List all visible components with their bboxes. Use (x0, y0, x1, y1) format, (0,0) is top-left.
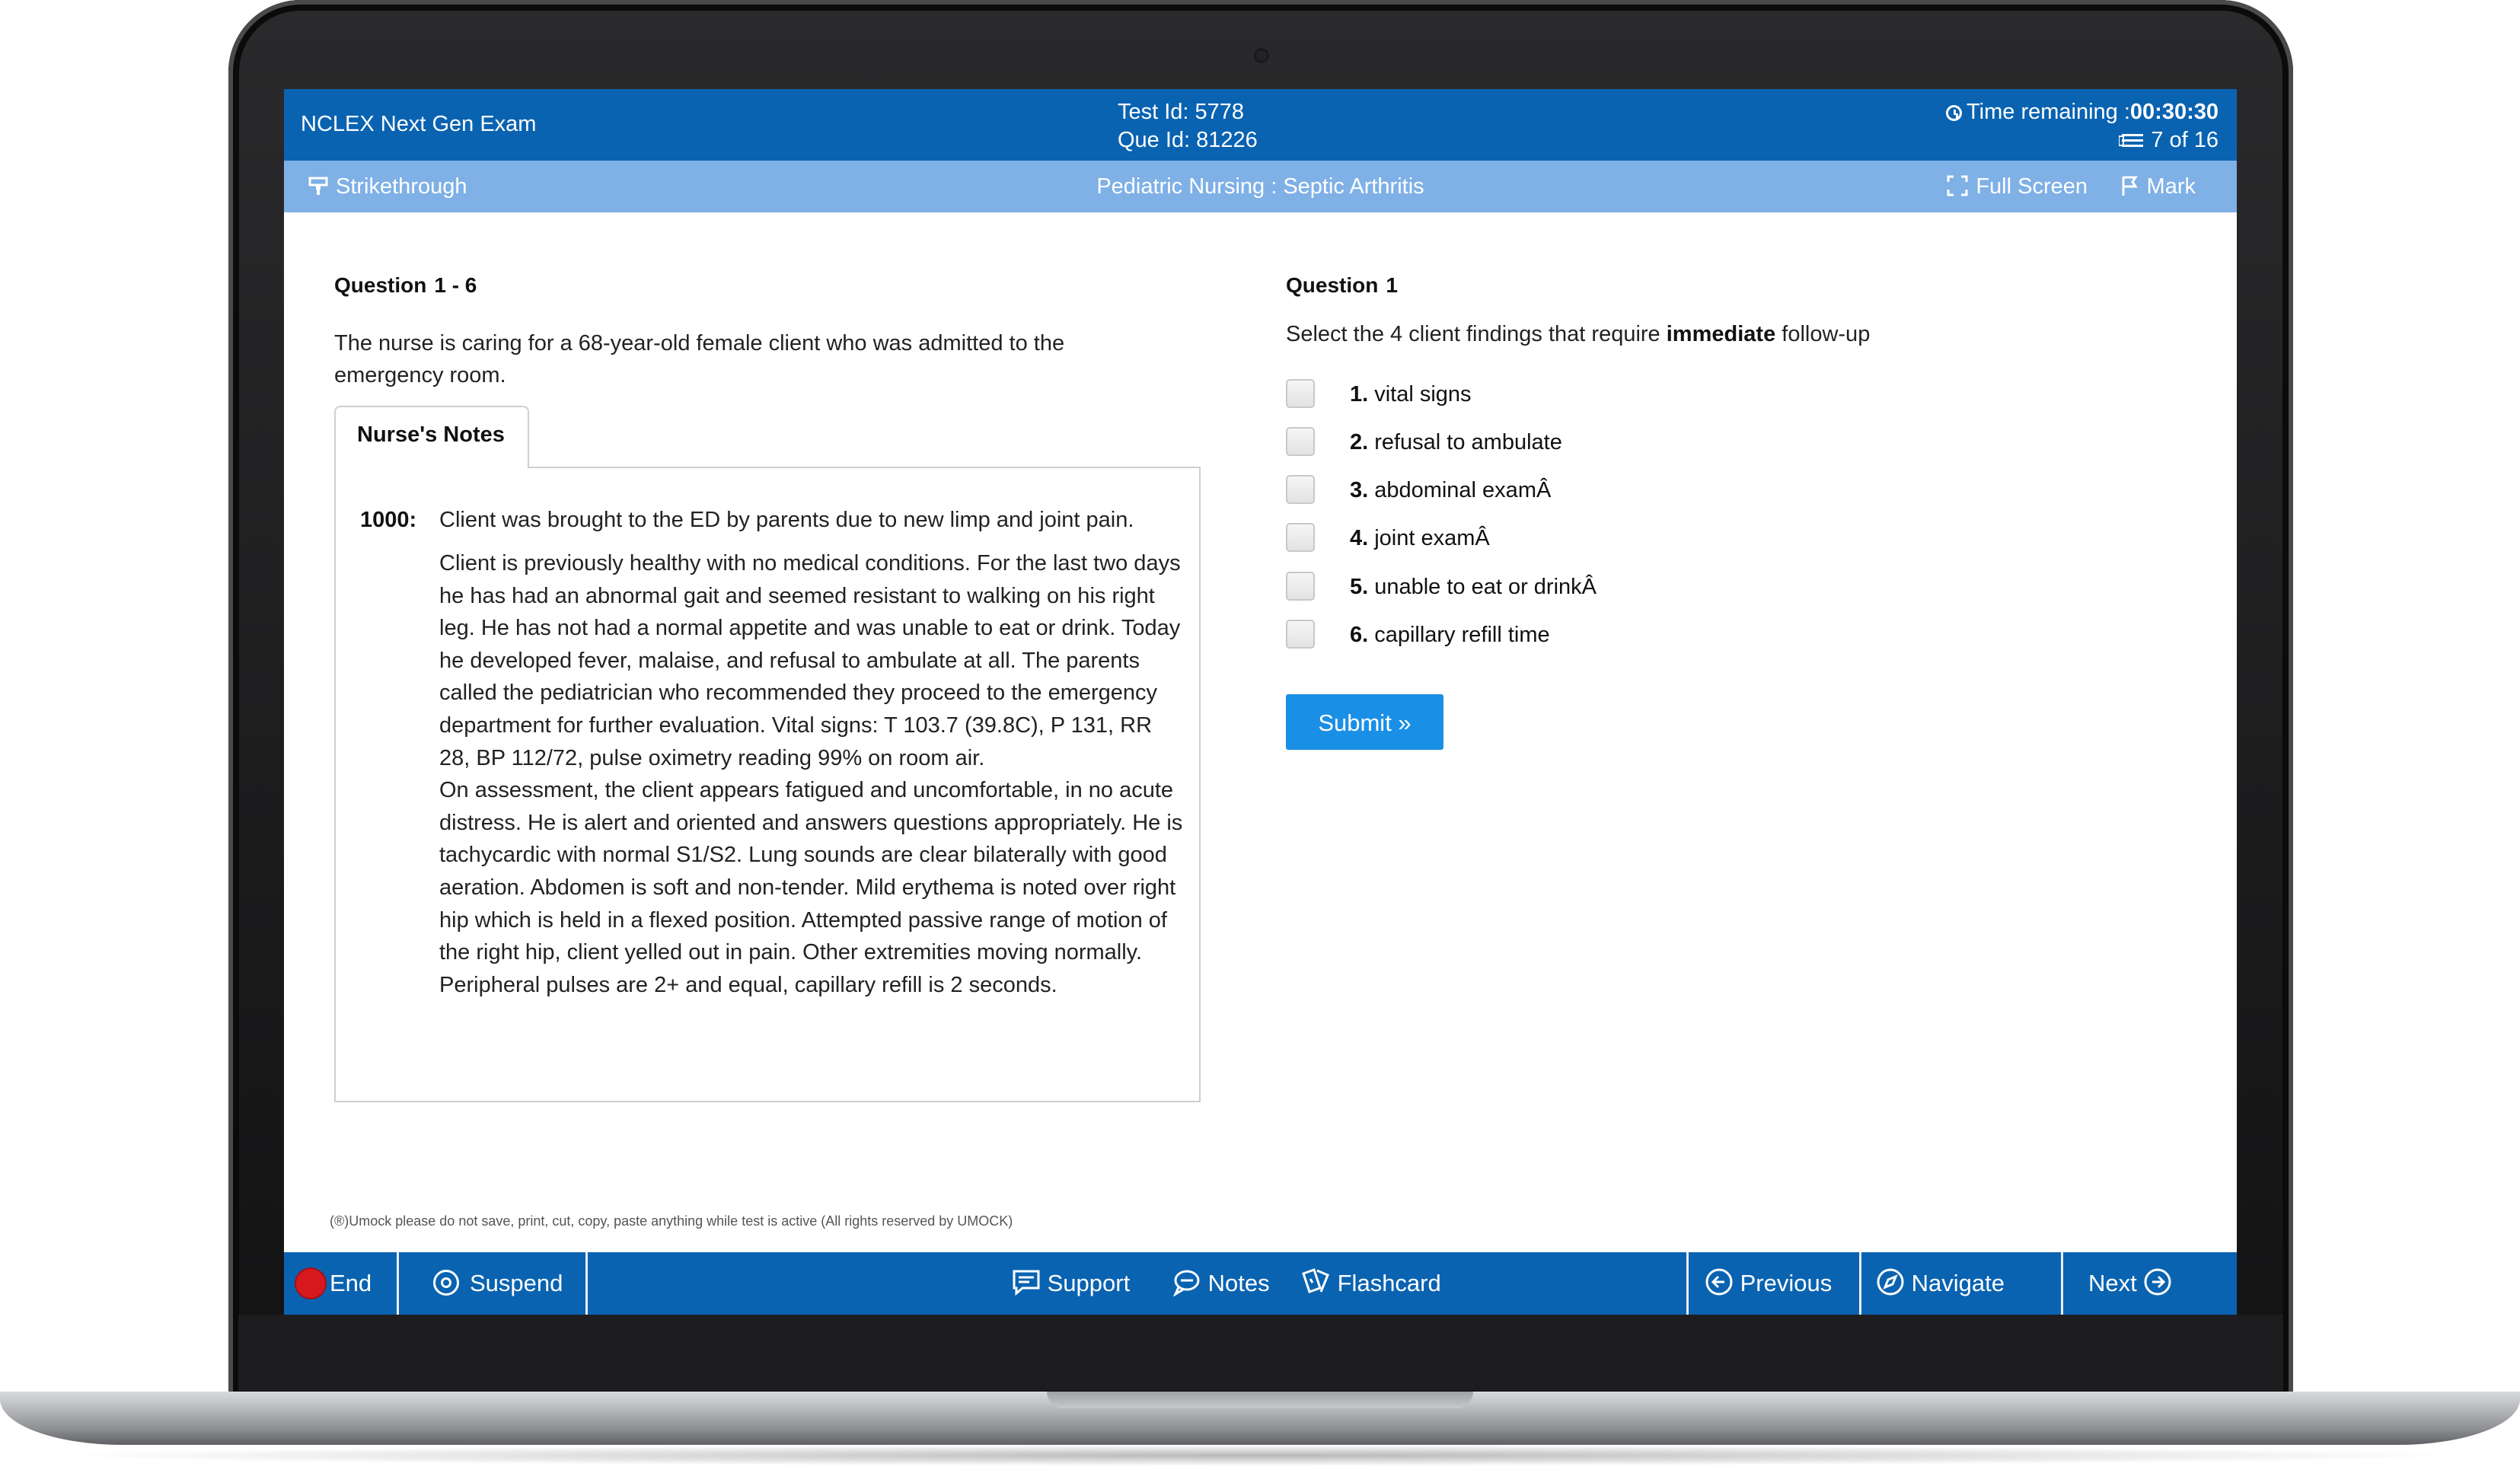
progress-count: 7 of 16 (2151, 128, 2219, 152)
case-stem: The nurse is caring for a 68-year-old female client who was admitted to the emergency room. (334, 331, 1065, 387)
full-screen-button[interactable] (1947, 174, 2088, 199)
question-number: 1 (1386, 273, 1398, 297)
arrow-left-circle-icon (1705, 1267, 1734, 1296)
time-remaining-value: 00:30:30 (2129, 100, 2219, 124)
end-button[interactable] (296, 1252, 372, 1315)
navigate-button[interactable] (1876, 1252, 2005, 1315)
next-label: Next (2088, 1270, 2137, 1296)
case-range: 1 - 6 (434, 273, 477, 297)
option-number: 2. (1350, 430, 1369, 454)
strikethrough-label: Strikethrough (336, 174, 467, 199)
list-icon (2119, 132, 2145, 149)
chat-icon (1172, 1269, 1201, 1296)
exam-toolbar (284, 161, 2237, 212)
support-icon (1012, 1269, 1041, 1296)
option-number: 5. (1350, 575, 1369, 599)
copyright-notice: (®)Umock please do not save, print, cut, copy, paste anything while test is active (All rights reserved by UMOCK) (330, 1213, 1013, 1229)
fullscreen-icon (1947, 175, 1968, 196)
suspend-label: Suspend (470, 1270, 563, 1296)
option-number: 3. (1350, 478, 1369, 502)
answer-checkbox[interactable] (1286, 523, 1315, 552)
question-instruction (1286, 322, 1870, 347)
note-paragraph-history: Client is previously healthy with no medical conditions. For the last two days he has had an abnormal gait and seemed resistant to walking on his right leg. He has not had a normal appetite and was unable to eat or drink. Today he developed fever, malaise, and refusal to ambulate at all. The parents called the pediatrician who recommended they proceed to the emergency department for further evaluation. Vital signs: T 103.7 (39.8C), P 131, RR 28, BP 112/72, pulse oximetry reading 99% on room air. (439, 551, 1181, 770)
exam-header (284, 89, 2237, 161)
navigate-label: Navigate (1911, 1270, 2005, 1296)
previous-button[interactable] (1705, 1252, 1832, 1315)
instruction-emphasis: immediate (1666, 322, 1776, 346)
flashcard-button[interactable] (1299, 1252, 1441, 1315)
end-label: End (330, 1270, 372, 1296)
mark-label: Mark (2146, 174, 2196, 199)
compass-icon (1876, 1267, 1905, 1296)
option-text: capillary refill time (1374, 623, 1550, 647)
laptop-shadow (46, 1445, 2474, 1466)
option-number: 6. (1350, 623, 1369, 647)
full-screen-label: Full Screen (1976, 174, 2088, 199)
suspend-icon (433, 1270, 459, 1296)
exam-footer-bar (284, 1252, 2237, 1315)
option-number: 1. (1350, 382, 1369, 407)
footer-divider (1686, 1252, 1689, 1315)
next-button[interactable] (2088, 1252, 2172, 1315)
time-remaining (1946, 98, 2219, 126)
instruction-before: Select the 4 client findings that require (1286, 322, 1667, 346)
note-body (439, 547, 1185, 1001)
arrow-right-circle-icon (2143, 1267, 2172, 1296)
footer-divider (397, 1252, 399, 1315)
option-text: unable to eat or drinkÂ (1374, 575, 1597, 599)
exam-screen (284, 89, 2237, 1315)
flag-icon (2121, 175, 2139, 196)
laptop-hinge-notch (1047, 1392, 1473, 1408)
question-title-label: Question (1286, 273, 1379, 297)
case-title (334, 273, 477, 298)
notes-button[interactable] (1172, 1252, 1270, 1315)
test-id: Test Id: 5778 (1118, 100, 1245, 124)
answer-checkbox[interactable] (1286, 620, 1315, 649)
previous-label: Previous (1740, 1270, 1833, 1296)
answer-checkbox[interactable] (1286, 427, 1315, 456)
option-text: refusal to ambulate (1374, 430, 1562, 454)
footer-divider (1859, 1252, 1861, 1315)
stop-icon (296, 1269, 325, 1298)
camera-icon (1256, 50, 1267, 61)
note-timestamp: 1000: (360, 508, 417, 532)
option-text: abdominal examÂ (1374, 478, 1552, 502)
time-remaining-label: Time remaining : (1967, 100, 2130, 124)
flashcard-label: Flashcard (1337, 1270, 1441, 1296)
option-text: joint examÂ (1374, 526, 1490, 550)
option-number: 4. (1350, 526, 1369, 550)
tab-nurses-notes[interactable]: Nurse's Notes (334, 406, 529, 468)
nurses-notes-panel (334, 467, 1201, 1102)
clock-icon (1946, 105, 1962, 121)
test-ids (1118, 98, 1258, 155)
answer-checkbox[interactable] (1286, 379, 1315, 408)
submit-button[interactable]: Submit » (1286, 694, 1443, 750)
case-title-label: Question (334, 273, 427, 297)
answer-checkbox[interactable] (1286, 475, 1315, 504)
mark-button[interactable] (2121, 174, 2196, 199)
note-first-line: Client was brought to the ED by parents due to new limp and joint pain. (439, 508, 1134, 532)
footer-divider (585, 1252, 588, 1315)
answer-checkbox[interactable] (1286, 572, 1315, 601)
laptop-bottom-bezel (238, 1315, 2283, 1391)
exam-name: NCLEX Next Gen Exam (301, 112, 537, 136)
instruction-after: follow-up (1775, 322, 1871, 346)
notes-label: Notes (1207, 1270, 1270, 1296)
question-id: Que Id: 81226 (1118, 128, 1258, 152)
question-topic: Pediatric Nursing : Septic Arthritis (1096, 174, 1424, 199)
note-paragraph-assessment: On assessment, the client appears fatigued and uncomfortable, in no acute distress. He is alert and oriented and answers questions appropriately. He is tachycardic with normal S1/S2. Lung sounds are clear bilaterally with good aeration. Abdomen is soft and non-tender. Mild erythema is noted over right hip which is held in a flexed position. Attempted passive range of motion of the right hip, client yelled out in pain. Other extremities moving normally. Peripheral pulses are 2+ and equal, capillary refill is 2 seconds. (439, 778, 1183, 997)
question-title (1286, 273, 1398, 298)
flashcard-icon (1299, 1267, 1331, 1296)
support-button[interactable] (1012, 1252, 1130, 1315)
timer-block (1946, 98, 2219, 155)
suspend-button[interactable] (433, 1252, 563, 1315)
footer-divider (2061, 1252, 2063, 1315)
question-progress (1946, 126, 2219, 155)
option-text: vital signs (1374, 382, 1472, 407)
support-label: Support (1047, 1270, 1131, 1296)
